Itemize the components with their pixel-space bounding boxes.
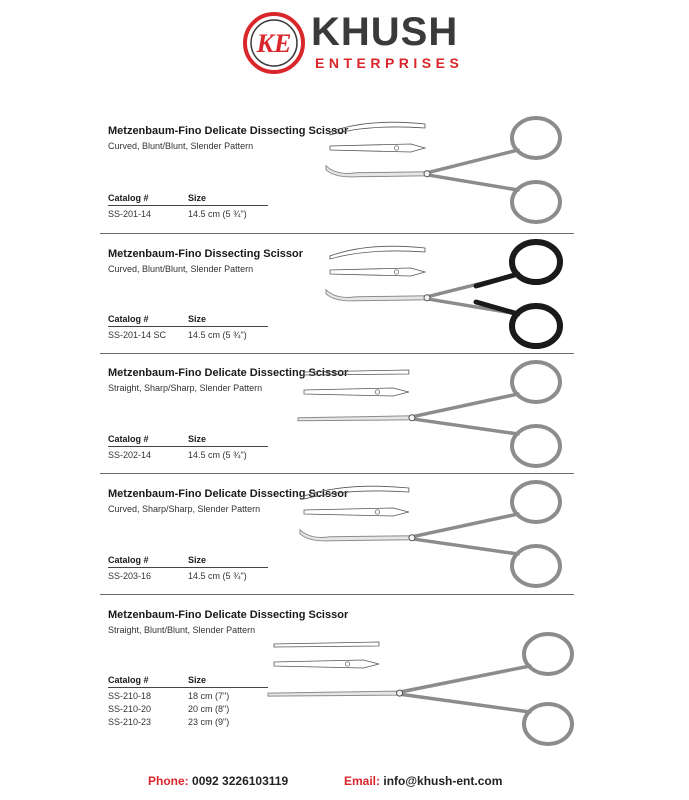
catalog-row (108, 704, 268, 714)
pivot-screw-icon (424, 295, 430, 301)
catalog-number: SS-210-23 (108, 717, 152, 727)
brand-logo (243, 10, 464, 78)
scissor-blade (300, 530, 412, 541)
catalog-header-row (108, 434, 268, 447)
pivot-screw-icon (397, 690, 403, 696)
size-value: 14.5 cm (5 ¾") (188, 571, 247, 581)
finger-ring-upper (524, 634, 572, 674)
ke-monogram-badge (243, 12, 305, 74)
section-divider (100, 473, 574, 474)
catalog-row (108, 209, 268, 219)
product-block (108, 125, 348, 151)
blade-profile-sketch (304, 370, 409, 375)
catalog-number: SS-203-16 (108, 571, 152, 581)
catalog-header-row (108, 675, 268, 688)
catalog-row (108, 717, 268, 727)
finger-ring-upper (512, 242, 560, 282)
catalog-header: Catalog # (108, 434, 149, 444)
catalog-header-row (108, 193, 268, 206)
catalog-table (108, 434, 268, 460)
blade-profile-sketch (330, 246, 425, 259)
size-value: 14.5 cm (5 ¾") (188, 330, 247, 340)
pivot-screw-icon (424, 171, 430, 177)
catalog-number: SS-201-14 SC (108, 330, 167, 340)
size-value: 14.5 cm (5 ¾") (188, 209, 247, 219)
blade-profile-sketch (274, 642, 379, 647)
product-title: Metzenbaum-Fino Delicate Dissecting Scissor (108, 488, 349, 500)
phone-number[interactable]: 0092 3226103119 (192, 774, 289, 788)
catalog-number: SS-202-14 (108, 450, 152, 460)
blade-top-sketch (274, 660, 379, 668)
size-header: Size (188, 555, 207, 565)
product-description: Curved, Blunt/Blunt, Slender Pattern (108, 141, 254, 151)
brand-name: KHUSH (311, 10, 459, 54)
scissor-shank-lower (412, 539, 518, 554)
section-divider (100, 353, 574, 354)
brand-monogram: KE (256, 29, 292, 58)
scissor-shank-upper (412, 394, 518, 417)
product-title: Metzenbaum-Fino Delicate Dissecting Scissor (108, 125, 349, 137)
scissor-illustration (322, 112, 572, 228)
size-value: 23 cm (9") (188, 717, 230, 727)
product-description: Straight, Sharp/Sharp, Slender Pattern (108, 383, 263, 393)
blade-profile-sketch (304, 486, 409, 499)
pivot-screw-icon (345, 662, 349, 666)
pivot-screw-icon (409, 535, 415, 541)
catalog-header-row (108, 314, 268, 327)
catalog-row (108, 691, 268, 701)
pivot-screw-icon (394, 146, 398, 150)
catalog-number: SS-210-18 (108, 691, 152, 701)
scissor-illustration (296, 476, 572, 592)
catalog-table (108, 675, 268, 727)
finger-ring-lower (512, 546, 560, 586)
finger-ring-upper (512, 118, 560, 158)
catalog-header: Catalog # (108, 193, 149, 203)
phone-contact (148, 774, 288, 788)
catalog-row (108, 450, 268, 460)
black-coated-shank (476, 274, 518, 286)
blade-profile-sketch (330, 122, 425, 135)
pivot-screw-icon (375, 510, 379, 514)
finger-ring-lower (512, 306, 560, 346)
catalog-table (108, 193, 268, 219)
pivot-screw-icon (394, 270, 398, 274)
email-contact (344, 774, 502, 788)
scissor-shank-upper (427, 150, 518, 173)
blade-top-sketch (304, 388, 409, 396)
catalog-table (108, 314, 268, 340)
phone-label: Phone: (148, 774, 189, 788)
brand-subtitle: ENTERPRISES (315, 55, 464, 71)
scissor-blade (298, 416, 412, 421)
section-divider (100, 233, 574, 234)
product-title: Metzenbaum-Fino Delicate Dissecting Scissor (108, 367, 349, 379)
catalog-header-row (108, 555, 268, 568)
catalog-row (108, 571, 268, 581)
scissor-shank-lower (427, 175, 518, 190)
finger-ring-lower (524, 704, 572, 744)
blade-top-sketch (330, 268, 425, 276)
product-block (108, 248, 348, 274)
finger-ring-lower (512, 182, 560, 222)
pivot-screw-icon (409, 415, 415, 421)
scissor-shank-lower (400, 694, 530, 712)
size-value: 14.5 cm (5 ¾") (188, 450, 247, 460)
scissor-blade (268, 691, 400, 696)
size-value: 18 cm (7") (188, 691, 230, 701)
catalog-header: Catalog # (108, 555, 149, 565)
scissor-blade (326, 166, 427, 177)
email-label: Email: (344, 774, 381, 788)
catalog-header: Catalog # (108, 675, 149, 685)
pivot-screw-icon (375, 390, 379, 394)
section-divider (100, 594, 574, 595)
catalog-number: SS-201-14 (108, 209, 152, 219)
size-header: Size (188, 434, 207, 444)
product-description: Curved, Sharp/Sharp, Slender Pattern (108, 504, 261, 514)
product-description: Curved, Blunt/Blunt, Slender Pattern (108, 264, 254, 274)
finger-ring-upper (512, 362, 560, 402)
catalog-header: Catalog # (108, 314, 149, 324)
finger-ring-lower (512, 426, 560, 466)
size-header: Size (188, 314, 207, 324)
product-title: Metzenbaum-Fino Dissecting Scissor (108, 248, 303, 260)
product-description: Straight, Blunt/Blunt, Slender Pattern (108, 625, 256, 635)
catalog-row (108, 330, 268, 340)
size-header: Size (188, 675, 207, 685)
catalog-number: SS-210-20 (108, 704, 152, 714)
email-address[interactable]: info@khush-ent.com (383, 774, 503, 788)
scissor-illustration (266, 628, 584, 750)
product-title: Metzenbaum-Fino Delicate Dissecting Scissor (108, 609, 349, 621)
scissor-illustration (322, 236, 572, 352)
scissor-blade (326, 290, 427, 301)
scissor-shank-upper (412, 514, 518, 537)
scissor-illustration (296, 356, 572, 472)
scissor-shank-lower (412, 419, 518, 434)
finger-ring-upper (512, 482, 560, 522)
size-header: Size (188, 193, 207, 203)
catalog-table (108, 555, 268, 581)
blade-top-sketch (304, 508, 409, 516)
blade-top-sketch (330, 144, 425, 152)
size-value: 20 cm (8") (188, 704, 230, 714)
scissor-shank-upper (400, 666, 530, 692)
